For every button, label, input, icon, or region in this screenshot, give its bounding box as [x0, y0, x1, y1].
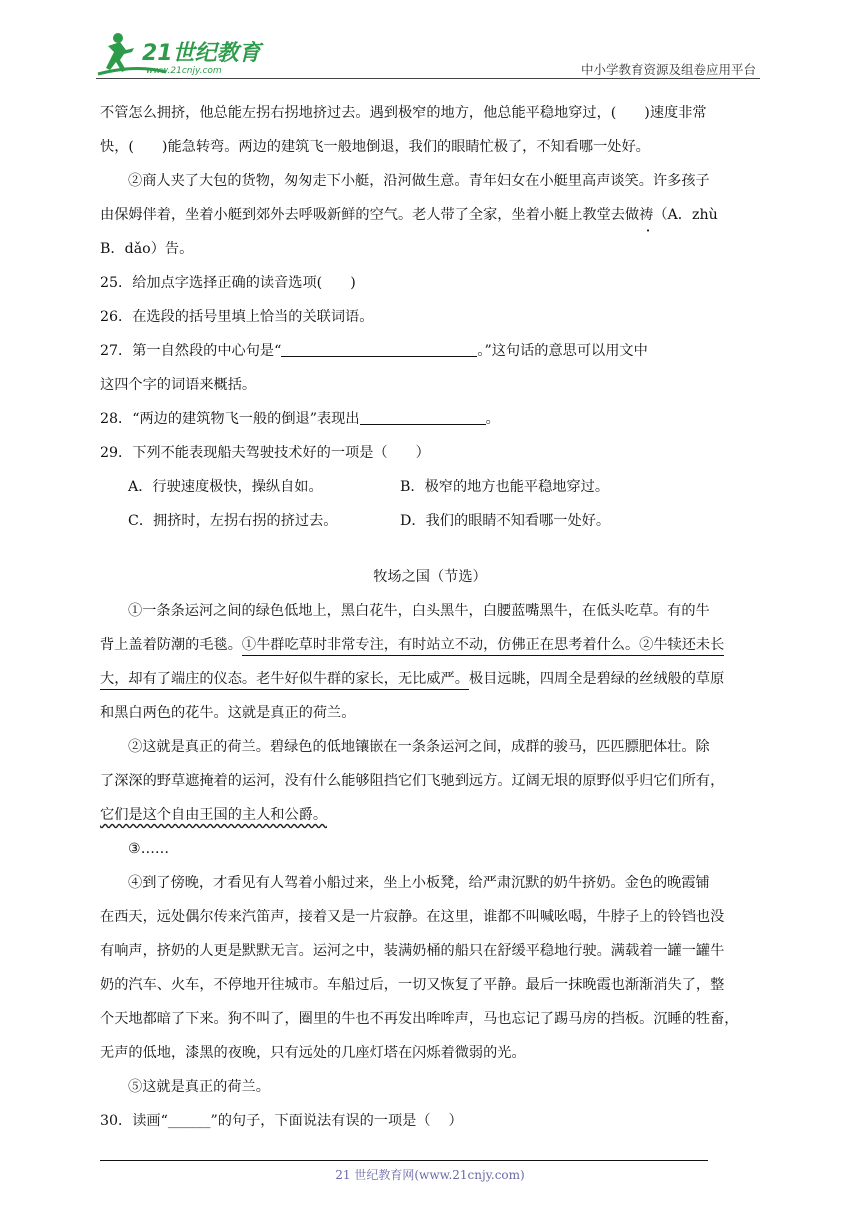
question-26: 26．在选段的括号里填上恰当的关联词语。	[100, 309, 374, 325]
passage2-line	[100, 628, 760, 662]
underlined-sentence: ①牛群吃草时非常专注，有时站立不动，仿佛正在思考着什么。	[242, 637, 639, 656]
question-27	[100, 334, 760, 368]
question-25	[100, 266, 760, 300]
passage-title: 牧场之国（节选）	[373, 569, 487, 585]
wavy-underlined-sentence: 它们是这个自由王国的主人和公爵。	[100, 807, 328, 823]
options-row	[100, 470, 760, 504]
passage1-line	[100, 198, 760, 232]
passage2-line: 有响声，挤奶的人更是默默无言。运河之中，装满奶桶的船只在舒缓平稳地行驶。满载着一罐一罐牛	[100, 943, 725, 959]
option-a[interactable]: A．行驶速度极快，操纵自如。	[128, 479, 323, 495]
text-run: ”的句子，下面说法有误的一项是（	[210, 1113, 431, 1129]
question-28	[100, 402, 760, 436]
text-run: )能急转弯。两边的建筑飞一般地倒退，我们的眼睛忙极了，不知看哪一处好。	[161, 139, 650, 155]
text-run: )速度非常	[644, 105, 707, 121]
passage2-line	[100, 662, 760, 696]
question-30	[100, 1104, 760, 1138]
passage2-line: 了深深的野草遮掩着的运河，没有什么能够阻挡它们飞驰到远方。辽阔无垠的原野似乎归它们所有，	[100, 773, 725, 789]
text-run: ）	[448, 1113, 463, 1129]
question-text: 30．读画“	[100, 1113, 168, 1129]
passage1-line: ②商人夹了大包的货物，匆匆走下小艇，沿河做生意。青年妇女在小艇里高声谈笑。许多孩子	[128, 173, 710, 189]
underlined-sentence: 大，却有了端庄的仪态。老牛好似牛群的家长，无比威严。	[100, 671, 469, 690]
text-run: ）	[415, 445, 430, 461]
passage2-line: 在西天，远处偶尔传来汽笛声，接着又是一片寂静。在这里，谁都不叫喊吆喝，牛脖子上的铃铛也没	[100, 909, 725, 925]
passage2-line: ①一条条运河之间的绿色低地上，黑白花牛，白头黑牛，白腰蓝嘴黑牛，在低头吃草。有的牛	[128, 603, 710, 619]
passage2-line: ⑤这就是真正的荷兰。	[128, 1079, 270, 1095]
passage2-line: 奶的汽车、火车，不停地开往城市。车船过后，一切又恢复了平静。最后一抹晚霞也渐渐消失了，整	[100, 977, 725, 993]
passage1-line: B．dǎo）告。	[100, 241, 194, 257]
text-run: 。”这句话的意思可以用文中	[477, 343, 648, 359]
question-27-cont: 这四个字的词语来概括。	[100, 377, 257, 393]
passage2-line: ②这就是真正的荷兰。碧绿色的低地镶嵌在一条条运河之间，成群的骏马，匹匹膘肥体壮。除	[128, 739, 710, 755]
passage2-line: ③……	[128, 841, 170, 857]
option-c[interactable]: C．拥挤时，左拐右拐的挤过去。	[128, 513, 338, 529]
passage1-line	[100, 130, 760, 164]
answer-underline[interactable]	[281, 340, 477, 357]
answer-underline[interactable]	[360, 408, 486, 425]
question-text: 25．给加点字选择正确的读音选项(	[100, 275, 323, 291]
logo	[96, 28, 266, 80]
logo-url-text: www.21cnjy.com	[146, 66, 222, 76]
options-row	[100, 504, 760, 538]
text-run: 背上盖着防潮的毛毯。	[100, 637, 242, 653]
passage2-line: 个天地都暗了下来。狗不叫了，圈里的牛也不再发出哞哞声，马也忘记了踢马房的挡板。沉睡的牲畜，	[100, 1011, 739, 1027]
page-header	[96, 28, 760, 80]
underlined-sentence: ②牛犊还未长	[639, 637, 724, 656]
page-footer: 21 世纪教育网(www.21cnjy.com)	[335, 1168, 525, 1182]
question-29	[100, 436, 760, 470]
footer-divider	[100, 1160, 708, 1161]
passage1-line	[100, 96, 760, 130]
text-run: )	[350, 275, 356, 291]
text-run: ______	[167, 1113, 211, 1129]
question-text: 29．下列不能表现船夫驾驶技术好的一项是（	[100, 445, 388, 461]
passage2-line: ④到了傍晚，才看见有人驾着小船过来，坐上小板凳，给严肃沉默的奶牛挤奶。金色的晚霞铺	[128, 875, 710, 891]
option-b[interactable]: B．极窄的地方也能平稳地穿过。	[400, 479, 610, 495]
passage2-line: 和黑白两色的花牛。这就是真正的荷兰。	[100, 705, 356, 721]
text-run: （A．zhù	[653, 207, 718, 223]
question-text: 28．“两边的建筑物飞一般的倒退”表现出	[100, 411, 360, 427]
text-run: 不管怎么拥挤，他总能左拐右拐地挤过去。遇到极窄的地方，他总能平稳地穿过，(	[100, 105, 617, 121]
platform-name: 中小学教育资源及组卷应用平台	[580, 62, 756, 77]
header-divider	[96, 78, 760, 79]
passage2-line: 无声的低地，漆黑的夜晚，只有远处的几座灯塔在闪烁着微弱的光。	[100, 1045, 526, 1061]
passage2-line	[100, 798, 760, 832]
document-body	[100, 96, 760, 1138]
text-run: 极目远眺，四周全是碧绿的丝绒般的草原	[468, 671, 725, 687]
logo-main-text: 21世纪教育	[142, 41, 261, 66]
text-run: 快，(	[100, 139, 134, 155]
text-run: 由保姆伴着，坐着小艇到郊外去呼吸新鲜的空气。老人带了全家，坐着小艇上教堂去做	[100, 207, 640, 223]
dotted-character: 祷	[639, 207, 654, 223]
question-text: 27．第一自然段的中心句是“	[100, 343, 282, 359]
option-d[interactable]: D．我们的眼睛不知看哪一处好。	[400, 513, 611, 529]
text-run: 。	[485, 411, 500, 427]
